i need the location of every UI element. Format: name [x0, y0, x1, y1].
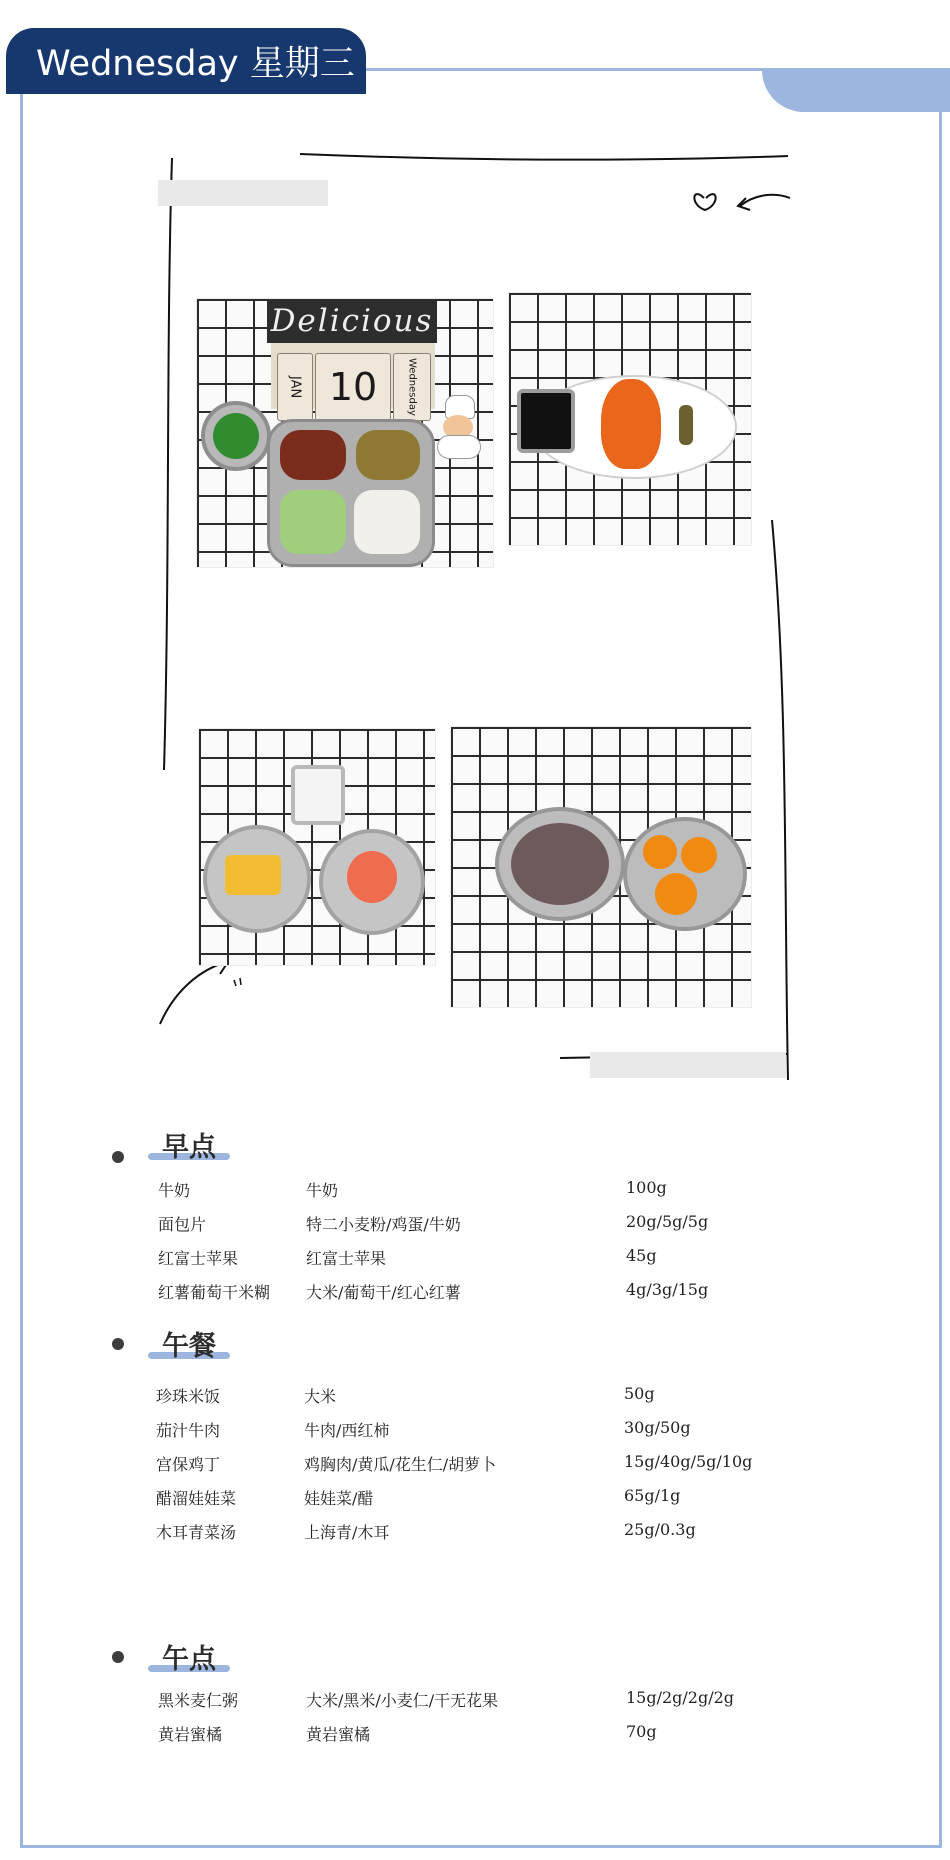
plate-apple	[319, 829, 425, 935]
day-header	[6, 28, 366, 94]
menu-amount: 70g	[626, 1722, 657, 1741]
menu-dish: 木耳青菜汤	[156, 1523, 237, 1542]
menu-dish: 珍珠米饭	[156, 1387, 221, 1406]
bullet-icon	[112, 1651, 124, 1663]
menu-amount: 45g	[626, 1246, 657, 1265]
menu-ingredients: 上海青/木耳	[304, 1523, 390, 1542]
menu-amount: 15g/40g/5g/10g	[624, 1452, 753, 1471]
divided-tray	[267, 419, 435, 567]
menu-dish: 牛奶	[158, 1181, 191, 1200]
menu-dish: 红富士苹果	[158, 1249, 239, 1268]
menu-ingredients: 娃娃菜/醋	[304, 1489, 374, 1508]
photo-breakfast	[198, 728, 436, 966]
menu-amount: 15g/2g/2g/2g	[626, 1688, 735, 1707]
chef-figurine	[433, 395, 483, 457]
bowl-okra	[201, 401, 271, 471]
menu-amount: 4g/3g/15g	[626, 1280, 709, 1299]
calendar-weekday: Wednesday	[393, 353, 431, 421]
menu-ingredients: 大米/葡萄干/红心红薯	[306, 1283, 461, 1302]
milk-cup	[291, 765, 345, 825]
chalkboard-sign: Delicious	[267, 299, 437, 343]
menu-dish: 黄岩蜜橘	[158, 1725, 223, 1744]
menu-amount: 50g	[624, 1384, 655, 1403]
menu-amount: 30g/50g	[624, 1418, 691, 1437]
day-title: Wednesday 星期三	[36, 44, 355, 84]
raisins	[679, 405, 693, 445]
section-title-breakfast: 早点	[162, 1132, 216, 1163]
bullet-icon	[112, 1338, 124, 1350]
photo-sweet-potato	[508, 292, 752, 546]
bowl-congee	[495, 807, 625, 921]
tape-strip	[158, 180, 328, 206]
tape-strip	[590, 1052, 786, 1078]
menu-dish: 茄汁牛肉	[156, 1421, 221, 1440]
calendar-day: 10	[315, 353, 391, 421]
menu-amount: 65g/1g	[624, 1486, 681, 1505]
menu-ingredients: 大米	[304, 1387, 337, 1406]
menu-dish: 黑米麦仁粥	[158, 1691, 239, 1710]
menu-ingredients: 红富士苹果	[306, 1249, 387, 1268]
menu-ingredients: 特二小麦粉/鸡蛋/牛奶	[306, 1215, 461, 1234]
menu-amount: 20g/5g/5g	[626, 1212, 709, 1231]
sweet-potato	[601, 379, 661, 469]
section-title-snack: 午点	[162, 1644, 216, 1675]
menu-dish: 醋溜娃娃菜	[156, 1489, 237, 1508]
photo-lunch	[196, 298, 494, 568]
menu-dish: 红薯葡萄干米糊	[158, 1283, 271, 1302]
bullet-icon	[112, 1151, 124, 1163]
plate-oranges	[623, 817, 747, 931]
cup-drink	[517, 389, 575, 453]
menu-dish: 面包片	[158, 1215, 207, 1234]
section-title-lunch: 午餐	[162, 1331, 216, 1362]
calendar-month: JAN	[277, 353, 313, 421]
menu-amount: 25g/0.3g	[624, 1520, 696, 1539]
menu-amount: 100g	[626, 1178, 667, 1197]
menu-ingredients: 大米/黑米/小麦仁/干无花果	[306, 1691, 499, 1710]
corner-decoration	[762, 68, 950, 112]
plate-bread	[203, 825, 311, 933]
menu-dish: 宫保鸡丁	[156, 1455, 221, 1474]
menu-ingredients: 牛肉/西红柿	[304, 1421, 390, 1440]
menu-ingredients: 鸡胸肉/黄瓜/花生仁/胡萝卜	[304, 1455, 497, 1474]
menu-ingredients: 牛奶	[306, 1181, 339, 1200]
photo-congee	[450, 726, 752, 1008]
menu-ingredients: 黄岩蜜橘	[306, 1725, 371, 1744]
